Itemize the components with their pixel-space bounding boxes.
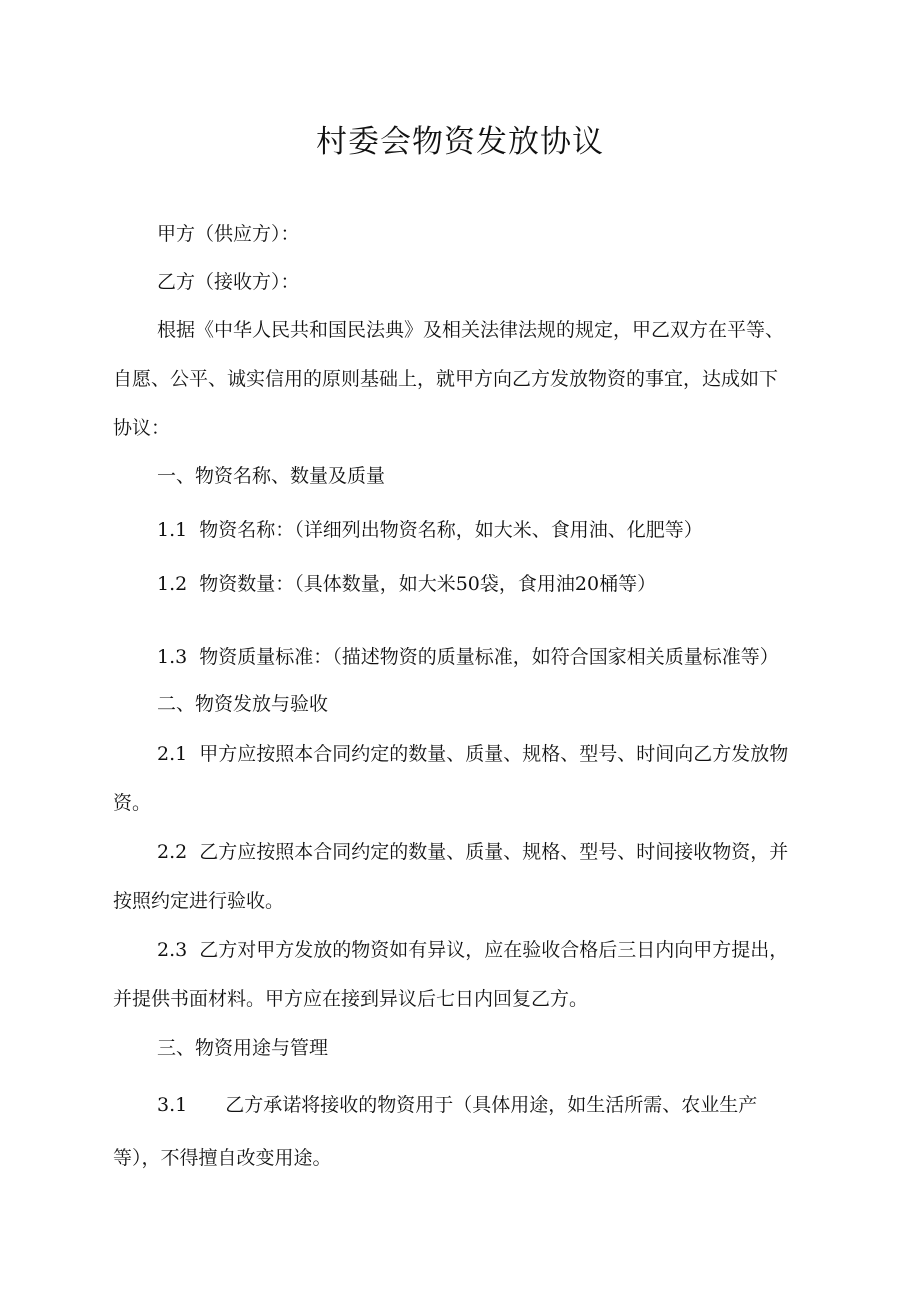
- section-2-heading: 二、物资发放与验收: [157, 693, 329, 715]
- clause-text: 物资数量：（具体数量，如大米50袋，食用油20桶等）: [199, 573, 657, 595]
- clause-number: 1.3: [157, 646, 188, 668]
- clause-text: 甲方应按照本合同约定的数量、质量、规格、型号、时间向乙方发放物: [199, 743, 789, 765]
- clause-number: 2.2: [157, 841, 188, 863]
- section-3-heading: 三、物资用途与管理: [157, 1037, 329, 1059]
- clause-2-1: [157, 742, 788, 766]
- clause-number: 2.3: [157, 939, 188, 961]
- section-1-heading: 一、物资名称、数量及质量: [157, 465, 386, 487]
- clause-3-1: [157, 1093, 757, 1117]
- party-a-line: 甲方（供应方）：: [157, 223, 300, 245]
- document-title: 村委会物资发放协议: [316, 124, 604, 160]
- clause-1-1: [157, 518, 703, 542]
- intro-line-2: 自愿、公平、诚实信用的原则基础上，就甲方向乙方发放物资的事宜，达成如下: [113, 368, 779, 390]
- clause-1-2: [157, 572, 656, 596]
- clause-text: 乙方对甲方发放的物资如有异议，应在验收合格后三日内向甲方提出，: [199, 939, 789, 961]
- clause-number: 3.1: [157, 1094, 188, 1116]
- clause-2-2: [157, 840, 788, 864]
- party-b-line: 乙方（接收方）：: [157, 271, 300, 293]
- clause-2-3: [157, 938, 788, 962]
- clause-3-1-continuation: 等），不得擅自改变用途。: [113, 1147, 332, 1169]
- clause-number: 1.1: [157, 519, 188, 541]
- clause-2-3-continuation: 并提供书面材料。甲方应在接到异议后七日内回复乙方。: [113, 988, 589, 1010]
- clause-number: 1.2: [157, 573, 188, 595]
- clause-2-2-continuation: 按照约定进行验收。: [113, 890, 285, 912]
- clause-2-1-continuation: 资。: [113, 792, 152, 814]
- intro-line-1: 根据《中华人民共和国民法典》及相关法律法规的规定，甲乙双方在平等、: [157, 319, 785, 341]
- clause-text: 物资名称：（详细列出物资名称，如大米、食用油、化肥等）: [199, 519, 703, 541]
- clause-text: 乙方应按照本合同约定的数量、质量、规格、型号、时间接收物资，并: [199, 841, 789, 863]
- clause-1-3: [157, 645, 779, 669]
- clause-number: 2.1: [157, 743, 188, 765]
- clause-text: 乙方承诺将接收的物资用于（具体用途，如生活所需、农业生产: [225, 1094, 758, 1116]
- intro-line-3: 协议：: [113, 417, 171, 439]
- clause-text: 物资质量标准：（描述物资的质量标准，如符合国家相关质量标准等）: [199, 646, 779, 668]
